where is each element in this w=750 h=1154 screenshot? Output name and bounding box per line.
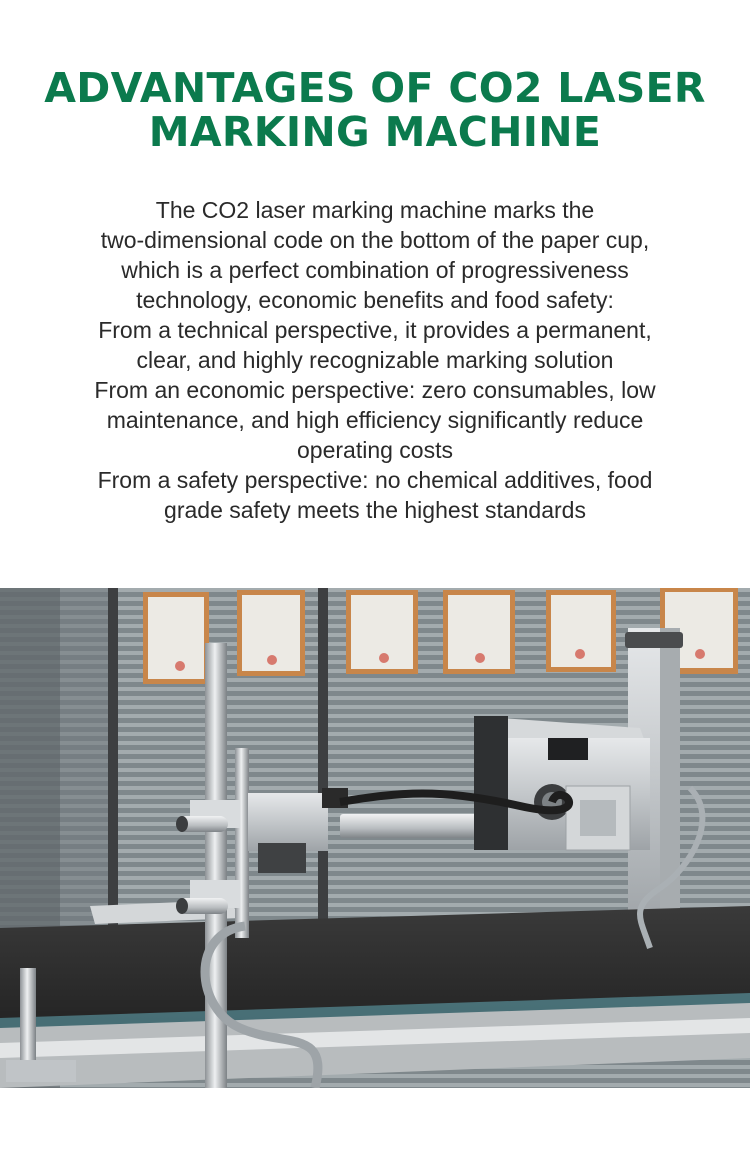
description-line: operating costs xyxy=(297,437,453,463)
description-line: The CO2 laser marking machine marks the xyxy=(155,197,595,223)
laser-machine-illustration xyxy=(0,588,750,1088)
headline xyxy=(0,66,750,154)
description xyxy=(0,195,750,525)
headline-line-2: MARKING MACHINE xyxy=(148,108,602,156)
machine-photo xyxy=(0,588,750,1088)
headline-line-1: ADVANTAGES OF CO2 LASER xyxy=(44,64,706,112)
description-line: From a safety perspective: no chemical additives, food xyxy=(97,467,653,493)
conveyor xyxy=(0,900,750,1088)
description-line: two-dimensional code on the bottom of the paper cup, xyxy=(100,227,650,253)
description-line: grade safety meets the highest standards xyxy=(164,497,586,523)
description-line: technology, economic benefits and food safety: xyxy=(136,287,614,313)
laser-head xyxy=(248,793,328,851)
description-line: From a technical perspective, it provides a permanent, xyxy=(98,317,652,343)
description-line: maintenance, and high efficiency significantly reduce xyxy=(106,407,644,433)
description-line: which is a perfect combination of progressiveness xyxy=(121,257,629,283)
laser-box xyxy=(474,716,650,850)
description-line: clear, and highly recognizable marking solution xyxy=(136,347,614,373)
description-line: From an economic perspective: zero consumables, low xyxy=(94,377,656,403)
